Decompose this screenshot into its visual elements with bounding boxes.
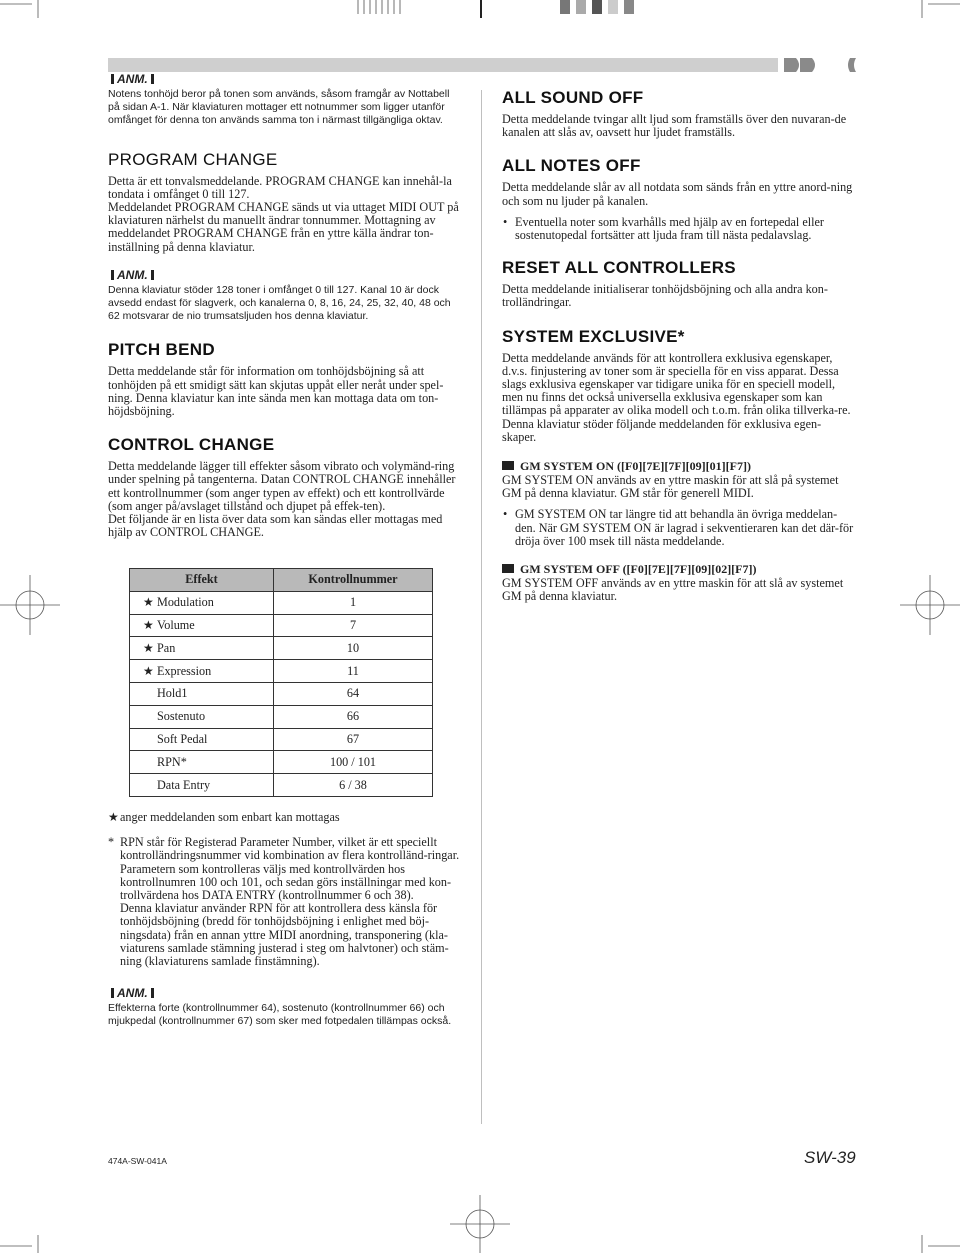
table-row bbox=[130, 637, 433, 660]
anm-note-text: Denna klaviatur stöder 128 toner i omfånget 0 till 127. Kanal 10 är dock avsedd endast för slagverk, och kanalerna 0, 8, 16, 24, 25, 32, 40, 48 och 62 motsvarar de nio trumsatsljuden hos denna klaviatur. bbox=[108, 283, 451, 323]
anm-note-label: ANM. bbox=[108, 72, 460, 86]
all-notes-off-p1: Detta meddelande slår av all notdata som sänds från en yttre anord-ning och som nu ljuder på kanalen. bbox=[502, 180, 853, 208]
table-row bbox=[130, 614, 433, 637]
gm-system-off-heading: GM SYSTEM OFF ([F0][7E][7F][09][02][F7]) bbox=[502, 562, 854, 577]
anm-note-label: ANM. bbox=[108, 268, 460, 282]
anm-note-text: Notens tonhöjd beror på tonen som används, såsom framgår av Nottabell på sidan A-1. När klaviaturen mottager ett notnummer som ligger utanför omfånget för denna ton används samma ton i närmast tillgängliga oktav. bbox=[108, 88, 450, 127]
gm-system-off-p1: GM SYSTEM OFF används av en yttre maskin för att slå av systemet GM på denna klaviatur. bbox=[502, 576, 844, 604]
star-icon: ★ bbox=[108, 810, 119, 824]
gm-system-on-bullet: • GM SYSTEM ON tar längre tid att behandla än övriga meddelan-den. När GM SYSTEM ON är lagrad i sekventieraren kan det där-för dröja över 100 msek till nästa meddelande. bbox=[502, 508, 854, 548]
table-cell-effekt: Data Entry bbox=[157, 777, 211, 792]
table-header-effekt: Effekt bbox=[130, 569, 274, 592]
all-sound-off-p1: Detta meddelande tvingar allt ljud som framställs över den nuvaran-de kanalen att slås av, oavsett hur ljudet framställs. bbox=[502, 112, 847, 140]
section-title-reset-all-controllers: RESET ALL CONTROLLERS bbox=[502, 258, 736, 278]
table-cell-effekt: Volume bbox=[157, 617, 195, 632]
table-row bbox=[130, 591, 433, 614]
star-icon: ★ bbox=[143, 617, 154, 632]
table-cell-num: 7 bbox=[274, 614, 433, 637]
table-cell-num: 11 bbox=[274, 660, 433, 683]
section-title-system-exclusive: SYSTEM EXCLUSIVE* bbox=[502, 326, 685, 346]
table-cell-effekt: RPN* bbox=[157, 754, 187, 769]
right-column bbox=[502, 88, 854, 603]
gm-system-on-heading: GM SYSTEM ON ([F0][7E][7F][09][01][F7]) bbox=[502, 459, 854, 474]
table-cell-num: 64 bbox=[274, 682, 433, 705]
star-icon: ★ bbox=[143, 640, 154, 655]
square-bullet-icon bbox=[502, 564, 514, 573]
table-cell-num: 100 / 101 bbox=[274, 751, 433, 774]
table-cell-effekt: Pan bbox=[157, 640, 176, 655]
control-change-p2: Det följande är en lista över data som kan sändas eller mottagas med hjälp av CONTROL CHANGE. bbox=[108, 512, 443, 540]
reset-all-p1: Detta meddelande initialiserar tonhöjdsböjning och alla andra kon-trolländringar. bbox=[502, 282, 828, 310]
table-cell-effekt: Hold1 bbox=[157, 686, 188, 701]
system-exclusive-p2: Denna klaviatur stöder följande meddelanden för exklusiva egen-skaper. bbox=[502, 416, 822, 444]
gm-off-code: ([F0][7E][7F][09][02][F7]) bbox=[622, 562, 757, 577]
anm-note-label: ANM. bbox=[108, 986, 460, 1000]
top-stripes-left bbox=[358, 0, 400, 14]
anm-note-text: Effekterna forte (kontrollnummer 64), sostenuto (kontrollnummer 66) och mjukpedal (kontrollnummer 67) som sker med fotpedalen tillämpas också. bbox=[108, 1002, 452, 1028]
system-exclusive-p1: Detta meddelande används för att kontrollera exklusiva egenskaper, d.v.s. finjustering av toner som är speciella för en viss apparat. Dessa slags exklusiva egenskaper var tidigare unika för en speciell modell, men nu finns det också universella exklusiva egenskaper som kan tillämpas på apparater av olika modell och t.o.m. från olika tillverka-re. bbox=[502, 350, 851, 418]
star-icon: ★ bbox=[143, 595, 154, 610]
table-cell-num: 67 bbox=[274, 728, 433, 751]
program-change-p1: Detta är ett tonvalsmeddelande. PROGRAM CHANGE kan innehål-la tondata i omfånget 0 till 127. bbox=[108, 173, 452, 201]
footer-code: 474A-SW-041A bbox=[108, 1156, 167, 1166]
footnote-rpn: * RPN står för Registerad Parameter Number, vilket är ett speciellt kontrolländringsnummer vid kombination av flera kontrolländ-ringar. Parametern som kontrolleras väljs med kontrollvärden hos kontrollnumren 100 och 101, och sedan görs inställningar med kon-trollvärdena hos DATA ENTRY (kontrollnummer 6 och 38). Denna klaviatur använder RPN för att kontrollera dess känsla för tonhöjdsböjning (bredd för tonhöjdsböjning i enlighet med böj-ningsdata) från en annan yttre MIDI anordning, transponering (kla-viaturens samlade stämning justerad i steg om halvtoner) och stäm-ning (klaviaturens samlade finstämning). bbox=[108, 835, 460, 969]
table-cell-effekt: Sostenuto bbox=[157, 709, 206, 724]
table-cell-effekt: Modulation bbox=[157, 595, 214, 610]
square-bullet-icon bbox=[502, 461, 514, 470]
header-band bbox=[108, 58, 858, 72]
table-row bbox=[130, 682, 433, 705]
footnote-star: ★ anger meddelanden som enbart kan mottagas bbox=[108, 810, 340, 824]
table-row bbox=[130, 774, 433, 797]
left-column bbox=[108, 72, 460, 539]
asterisk-icon: * bbox=[108, 835, 115, 850]
table-row bbox=[130, 728, 433, 751]
section-title-all-sound-off: ALL SOUND OFF bbox=[502, 88, 644, 107]
gm-system-on-p1: GM SYSTEM ON används av en yttre maskin för att slå på systemet GM på denna klaviatur. GM står för generell MIDI. bbox=[502, 473, 839, 501]
table-header-row bbox=[130, 569, 433, 592]
table-header-kontrollnummer: Kontrollnummer bbox=[274, 569, 433, 592]
star-icon: ★ bbox=[143, 663, 154, 678]
table-row bbox=[130, 705, 433, 728]
table-cell-num: 1 bbox=[274, 591, 433, 614]
control-table bbox=[129, 568, 433, 797]
section-title-all-notes-off: ALL NOTES OFF bbox=[502, 156, 641, 176]
table-cell-effekt: Expression bbox=[157, 663, 212, 678]
program-change-p2: Meddelandet PROGRAM CHANGE sänds ut via uttaget MIDI OUT på klaviaturen närhelst du manuellt ändrar tonnummer. Mottagning av meddelandet PROGRAM CHANGE från en yttre källa ändrar ton-inställning på denna klaviatur. bbox=[108, 200, 459, 254]
section-title-control-change: CONTROL CHANGE bbox=[108, 435, 275, 455]
top-stripes-right bbox=[560, 0, 634, 14]
section-title-program-change: PROGRAM CHANGE bbox=[108, 149, 278, 169]
table-row bbox=[130, 660, 433, 683]
page-number: SW-39 bbox=[804, 1148, 856, 1167]
table-cell-num: 6 / 38 bbox=[274, 774, 433, 797]
table-cell-effekt: Soft Pedal bbox=[157, 731, 208, 746]
pitch-bend-p1: Detta meddelande står för information om tonhöjdsböjning så att tonhöjden på ett smidigt sätt kan skjutas uppåt eller neråt under spel-ning. Denna klaviatur kan inte sända men kan mottaga data om ton-höjdsböjning. bbox=[108, 364, 444, 419]
section-title-pitch-bend: PITCH BEND bbox=[108, 340, 215, 360]
footnotes bbox=[108, 811, 460, 1029]
gm-on-code: ([F0][7E][7F][09][01][F7]) bbox=[617, 459, 751, 474]
column-divider bbox=[481, 90, 482, 1124]
table-cell-num: 10 bbox=[274, 637, 433, 660]
table-cell-num: 66 bbox=[274, 705, 433, 728]
control-change-p1: Detta meddelande lägger till effekter såsom vibrato och volymänd-ring under spelning på tangenterna. Datan CONTROL CHANGE innehåller ett kontrollnummer (som anger typen av effekt) och ett kontrollvärde (som anger på/avslaget tillstånd och djupet på effek-ten). bbox=[108, 459, 456, 513]
all-notes-off-bullet: • Eventuella noter som kvarhålls med hjälp av en fortepedal eller sostenutopedal fortsätter att ljuda fram till nästa pedalavslag. bbox=[502, 216, 854, 242]
table-row bbox=[130, 751, 433, 774]
